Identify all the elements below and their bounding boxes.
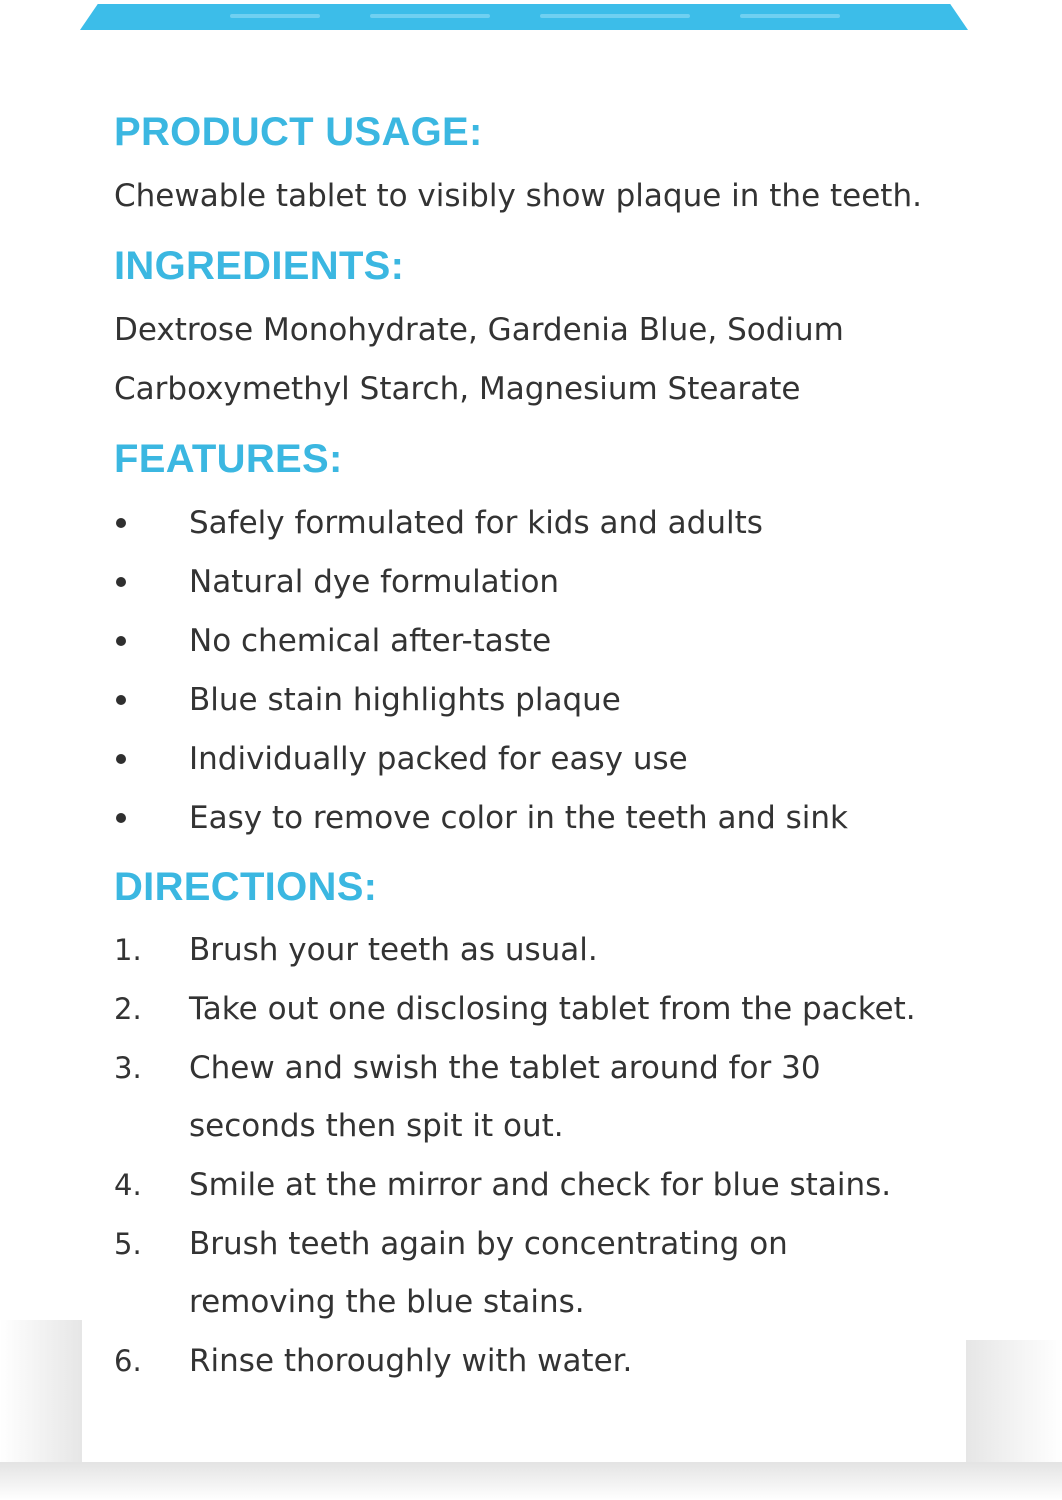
band-stripe — [370, 14, 490, 18]
ingredients-line-2: Carboxymethyl Starch, Magnesium Stearate — [114, 371, 801, 407]
step-number: 1. — [114, 933, 142, 967]
band-stripe — [230, 14, 320, 18]
ingredients-heading: INGREDIENTS: — [114, 244, 405, 288]
feature-text: Easy to remove color in the teeth and sink — [189, 800, 849, 836]
bullet-icon — [116, 636, 126, 646]
bullet-icon — [116, 695, 126, 705]
step-text: Rinse thoroughly with water. — [189, 1343, 633, 1379]
band-stripe — [540, 14, 690, 18]
product-usage-text: Chewable tablet to visibly show plaque in the teeth. — [114, 178, 922, 214]
feature-text: Blue stain highlights plaque — [189, 682, 621, 718]
feature-text: Safely formulated for kids and adults — [189, 505, 763, 541]
step-number: 4. — [114, 1168, 142, 1202]
package-top-band — [80, 4, 968, 30]
feature-text: No chemical after-taste — [189, 623, 552, 659]
box-shadow-bottom — [0, 1462, 1062, 1500]
step-text: Smile at the mirror and check for blue stains. — [189, 1167, 892, 1203]
step-number: 2. — [114, 992, 142, 1026]
step-text: Take out one disclosing tablet from the packet. — [189, 991, 916, 1027]
box-shadow-left — [0, 1320, 82, 1470]
step-text: Brush your teeth as usual. — [189, 932, 598, 968]
step-number: 5. — [114, 1227, 142, 1261]
feature-text: Natural dye formulation — [189, 564, 560, 600]
features-heading: FEATURES: — [114, 437, 343, 481]
step-number: 3. — [114, 1051, 142, 1085]
step-text: Chew and swish the tablet around for 30 — [189, 1050, 821, 1086]
ingredients-line-1: Dextrose Monohydrate, Gardenia Blue, Sodium — [114, 312, 844, 348]
bullet-icon — [116, 754, 126, 764]
step-text-continued: seconds then spit it out. — [189, 1108, 564, 1144]
bullet-icon — [116, 577, 126, 587]
step-text-continued: removing the blue stains. — [189, 1284, 585, 1320]
step-text: Brush teeth again by concentrating on — [189, 1226, 788, 1262]
box-shadow-right — [966, 1340, 1062, 1470]
step-number: 6. — [114, 1344, 142, 1378]
bullet-icon — [116, 813, 126, 823]
feature-text: Individually packed for easy use — [189, 741, 688, 777]
band-stripe — [740, 14, 840, 18]
bullet-icon — [116, 518, 126, 528]
product-usage-heading: PRODUCT USAGE: — [114, 110, 483, 154]
directions-heading: DIRECTIONS: — [114, 865, 378, 909]
